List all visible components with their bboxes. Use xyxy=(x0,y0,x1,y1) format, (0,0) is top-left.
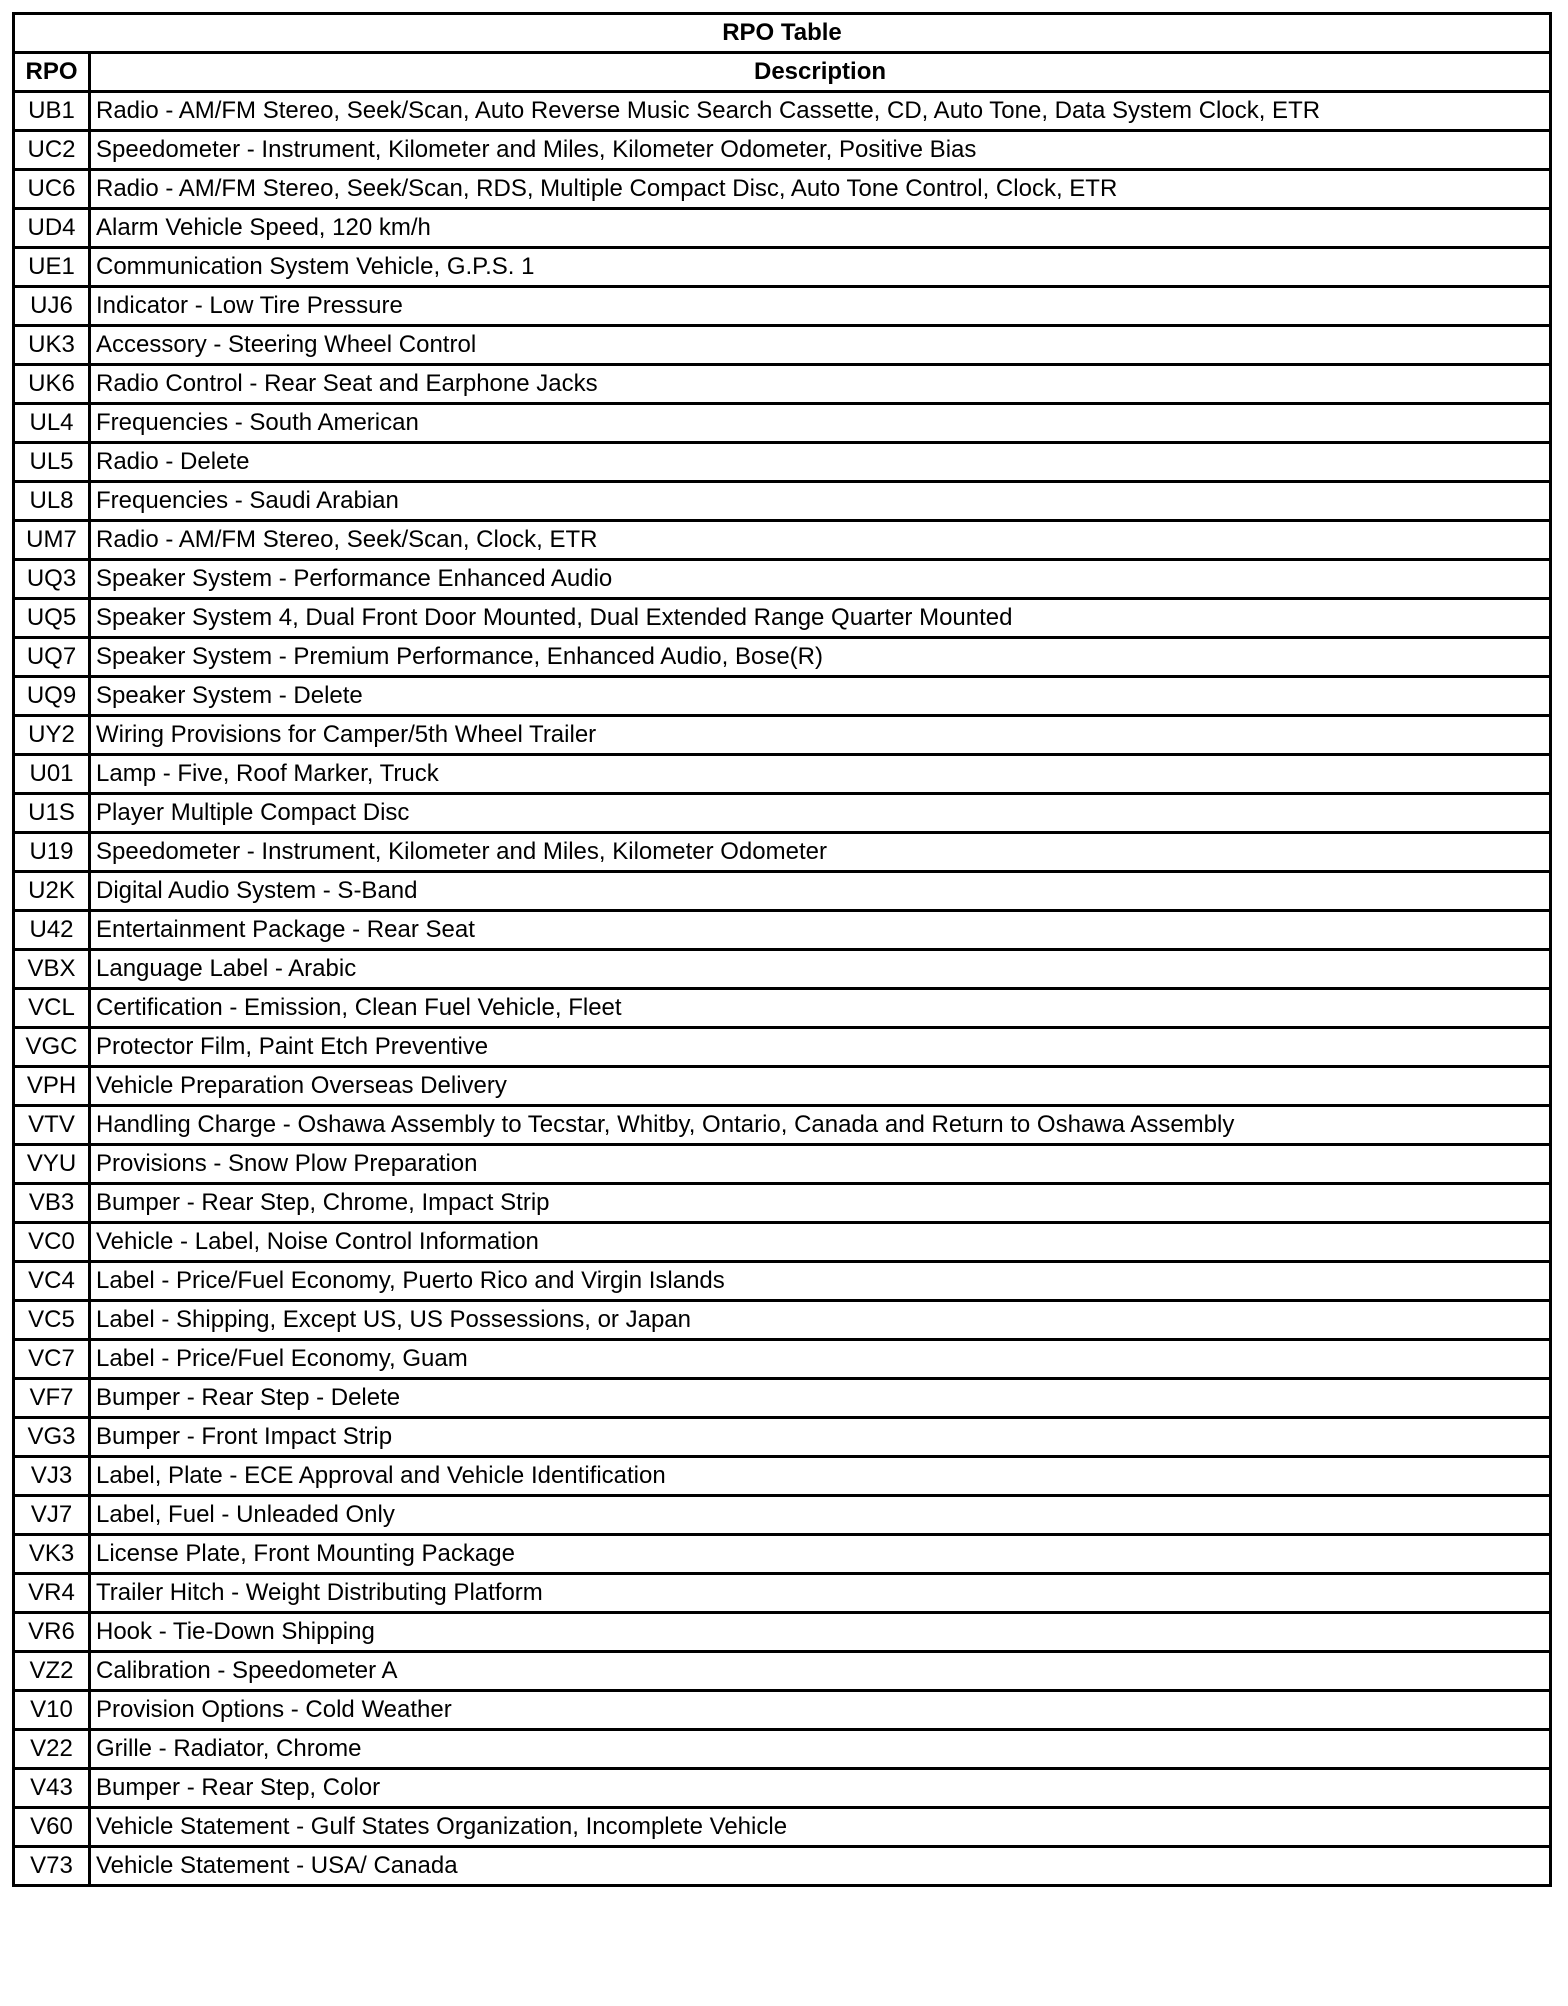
description-cell: License Plate, Front Mounting Package xyxy=(90,1535,1551,1574)
description-cell: Bumper - Front Impact Strip xyxy=(90,1418,1551,1457)
table-row xyxy=(14,170,1551,209)
table-row xyxy=(14,1613,1551,1652)
table-row xyxy=(14,989,1551,1028)
description-cell: Lamp - Five, Roof Marker, Truck xyxy=(90,755,1551,794)
description-cell: Protector Film, Paint Etch Preventive xyxy=(90,1028,1551,1067)
table-row xyxy=(14,833,1551,872)
rpo-code-cell: V43 xyxy=(14,1769,90,1808)
description-cell: Trailer Hitch - Weight Distributing Platform xyxy=(90,1574,1551,1613)
table-row xyxy=(14,92,1551,131)
rpo-code-cell: UQ3 xyxy=(14,560,90,599)
description-cell: Entertainment Package - Rear Seat xyxy=(90,911,1551,950)
table-row xyxy=(14,443,1551,482)
table-row xyxy=(14,950,1551,989)
rpo-code-cell: VBX xyxy=(14,950,90,989)
title-row xyxy=(14,14,1551,53)
rpo-code-cell: VF7 xyxy=(14,1379,90,1418)
header-row xyxy=(14,53,1551,92)
description-cell: Speedometer - Instrument, Kilometer and Miles, Kilometer Odometer xyxy=(90,833,1551,872)
description-cell: Bumper - Rear Step, Chrome, Impact Strip xyxy=(90,1184,1551,1223)
table-row xyxy=(14,209,1551,248)
description-cell: Radio - AM/FM Stereo, Seek/Scan, RDS, Multiple Compact Disc, Auto Tone Control, Clock, ETR xyxy=(90,170,1551,209)
table-row xyxy=(14,326,1551,365)
table-row xyxy=(14,794,1551,833)
description-cell: Grille - Radiator, Chrome xyxy=(90,1730,1551,1769)
rpo-code-cell: UL4 xyxy=(14,404,90,443)
rpo-code-cell: V22 xyxy=(14,1730,90,1769)
rpo-code-cell: UK3 xyxy=(14,326,90,365)
description-column-header: Description xyxy=(90,53,1551,92)
rpo-code-cell: VZ2 xyxy=(14,1652,90,1691)
description-cell: Label, Plate - ECE Approval and Vehicle Identification xyxy=(90,1457,1551,1496)
rpo-code-cell: VB3 xyxy=(14,1184,90,1223)
table-row xyxy=(14,521,1551,560)
rpo-code-cell: V10 xyxy=(14,1691,90,1730)
table-row xyxy=(14,911,1551,950)
rpo-code-cell: UQ9 xyxy=(14,677,90,716)
rpo-code-cell: UQ5 xyxy=(14,599,90,638)
table-row xyxy=(14,638,1551,677)
description-cell: Handling Charge - Oshawa Assembly to Tecstar, Whitby, Ontario, Canada and Return to Oshawa Assembly xyxy=(90,1106,1551,1145)
description-cell: Vehicle Statement - Gulf States Organization, Incomplete Vehicle xyxy=(90,1808,1551,1847)
rpo-code-cell: U1S xyxy=(14,794,90,833)
rpo-code-cell: UE1 xyxy=(14,248,90,287)
table-row xyxy=(14,872,1551,911)
table-row xyxy=(14,1847,1551,1886)
table-row xyxy=(14,716,1551,755)
rpo-code-cell: UL5 xyxy=(14,443,90,482)
table-row xyxy=(14,1340,1551,1379)
table-row xyxy=(14,1457,1551,1496)
table-row xyxy=(14,677,1551,716)
table-row xyxy=(14,1769,1551,1808)
table-row xyxy=(14,1574,1551,1613)
description-cell: Vehicle Statement - USA/ Canada xyxy=(90,1847,1551,1886)
rpo-code-cell: UL8 xyxy=(14,482,90,521)
rpo-code-cell: VC5 xyxy=(14,1301,90,1340)
description-cell: Bumper - Rear Step - Delete xyxy=(90,1379,1551,1418)
table-row xyxy=(14,365,1551,404)
description-cell: Vehicle - Label, Noise Control Information xyxy=(90,1223,1551,1262)
rpo-code-cell: VPH xyxy=(14,1067,90,1106)
rpo-code-cell: U19 xyxy=(14,833,90,872)
rpo-code-cell: UC6 xyxy=(14,170,90,209)
description-cell: Accessory - Steering Wheel Control xyxy=(90,326,1551,365)
table-row xyxy=(14,1691,1551,1730)
table-row xyxy=(14,1184,1551,1223)
table-row xyxy=(14,1808,1551,1847)
rpo-code-cell: UD4 xyxy=(14,209,90,248)
description-cell: Certification - Emission, Clean Fuel Vehicle, Fleet xyxy=(90,989,1551,1028)
table-row xyxy=(14,287,1551,326)
table-row xyxy=(14,1028,1551,1067)
table-row xyxy=(14,1652,1551,1691)
description-cell: Language Label - Arabic xyxy=(90,950,1551,989)
description-cell: Indicator - Low Tire Pressure xyxy=(90,287,1551,326)
table-row xyxy=(14,1106,1551,1145)
rpo-code-cell: VC4 xyxy=(14,1262,90,1301)
rpo-code-cell: U01 xyxy=(14,755,90,794)
rpo-code-cell: VCL xyxy=(14,989,90,1028)
table-body xyxy=(14,92,1551,1886)
rpo-code-cell: UM7 xyxy=(14,521,90,560)
description-cell: Digital Audio System - S-Band xyxy=(90,872,1551,911)
description-cell: Provision Options - Cold Weather xyxy=(90,1691,1551,1730)
description-cell: Speedometer - Instrument, Kilometer and Miles, Kilometer Odometer, Positive Bias xyxy=(90,131,1551,170)
rpo-code-cell: VR4 xyxy=(14,1574,90,1613)
description-cell: Frequencies - South American xyxy=(90,404,1551,443)
table-title: RPO Table xyxy=(14,14,1551,53)
description-cell: Alarm Vehicle Speed, 120 km/h xyxy=(90,209,1551,248)
description-cell: Radio - AM/FM Stereo, Seek/Scan, Auto Reverse Music Search Cassette, CD, Auto Tone, Data System Clock, ETR xyxy=(90,92,1551,131)
description-cell: Speaker System - Delete xyxy=(90,677,1551,716)
rpo-code-cell: VJ3 xyxy=(14,1457,90,1496)
rpo-code-cell: VC7 xyxy=(14,1340,90,1379)
description-cell: Label - Price/Fuel Economy, Puerto Rico and Virgin Islands xyxy=(90,1262,1551,1301)
rpo-code-cell: VC0 xyxy=(14,1223,90,1262)
table-row xyxy=(14,1418,1551,1457)
rpo-column-header: RPO xyxy=(14,53,90,92)
table-row xyxy=(14,1379,1551,1418)
rpo-code-cell: VK3 xyxy=(14,1535,90,1574)
rpo-code-cell: UC2 xyxy=(14,131,90,170)
rpo-code-cell: VTV xyxy=(14,1106,90,1145)
table-row xyxy=(14,131,1551,170)
description-cell: Radio Control - Rear Seat and Earphone Jacks xyxy=(90,365,1551,404)
table-row xyxy=(14,1067,1551,1106)
rpo-code-cell: UJ6 xyxy=(14,287,90,326)
table-row xyxy=(14,599,1551,638)
table-row xyxy=(14,1730,1551,1769)
description-cell: Bumper - Rear Step, Color xyxy=(90,1769,1551,1808)
table-row xyxy=(14,755,1551,794)
description-cell: Wiring Provisions for Camper/5th Wheel Trailer xyxy=(90,716,1551,755)
rpo-code-cell: VYU xyxy=(14,1145,90,1184)
table-row xyxy=(14,1262,1551,1301)
rpo-code-cell: U42 xyxy=(14,911,90,950)
description-cell: Label, Fuel - Unleaded Only xyxy=(90,1496,1551,1535)
rpo-code-cell: V73 xyxy=(14,1847,90,1886)
description-cell: Player Multiple Compact Disc xyxy=(90,794,1551,833)
description-cell: Label - Shipping, Except US, US Possessions, or Japan xyxy=(90,1301,1551,1340)
description-cell: Speaker System - Premium Performance, Enhanced Audio, Bose(R) xyxy=(90,638,1551,677)
description-cell: Hook - Tie-Down Shipping xyxy=(90,1613,1551,1652)
table-row xyxy=(14,248,1551,287)
description-cell: Label - Price/Fuel Economy, Guam xyxy=(90,1340,1551,1379)
rpo-code-cell: U2K xyxy=(14,872,90,911)
description-cell: Speaker System 4, Dual Front Door Mounted, Dual Extended Range Quarter Mounted xyxy=(90,599,1551,638)
rpo-code-cell: UK6 xyxy=(14,365,90,404)
table-row xyxy=(14,1496,1551,1535)
table-row xyxy=(14,482,1551,521)
rpo-code-cell: VR6 xyxy=(14,1613,90,1652)
description-cell: Vehicle Preparation Overseas Delivery xyxy=(90,1067,1551,1106)
rpo-code-cell: VG3 xyxy=(14,1418,90,1457)
table-row xyxy=(14,1223,1551,1262)
rpo-code-cell: UY2 xyxy=(14,716,90,755)
table-row xyxy=(14,560,1551,599)
rpo-table xyxy=(12,12,1552,1887)
rpo-code-cell: VGC xyxy=(14,1028,90,1067)
description-cell: Radio - Delete xyxy=(90,443,1551,482)
description-cell: Calibration - Speedometer A xyxy=(90,1652,1551,1691)
rpo-code-cell: V60 xyxy=(14,1808,90,1847)
table-row xyxy=(14,1535,1551,1574)
table-row xyxy=(14,1301,1551,1340)
description-cell: Speaker System - Performance Enhanced Audio xyxy=(90,560,1551,599)
table-row xyxy=(14,404,1551,443)
rpo-code-cell: VJ7 xyxy=(14,1496,90,1535)
description-cell: Frequencies - Saudi Arabian xyxy=(90,482,1551,521)
table-row xyxy=(14,1145,1551,1184)
description-cell: Provisions - Snow Plow Preparation xyxy=(90,1145,1551,1184)
rpo-code-cell: UQ7 xyxy=(14,638,90,677)
description-cell: Communication System Vehicle, G.P.S. 1 xyxy=(90,248,1551,287)
description-cell: Radio - AM/FM Stereo, Seek/Scan, Clock, ETR xyxy=(90,521,1551,560)
rpo-code-cell: UB1 xyxy=(14,92,90,131)
